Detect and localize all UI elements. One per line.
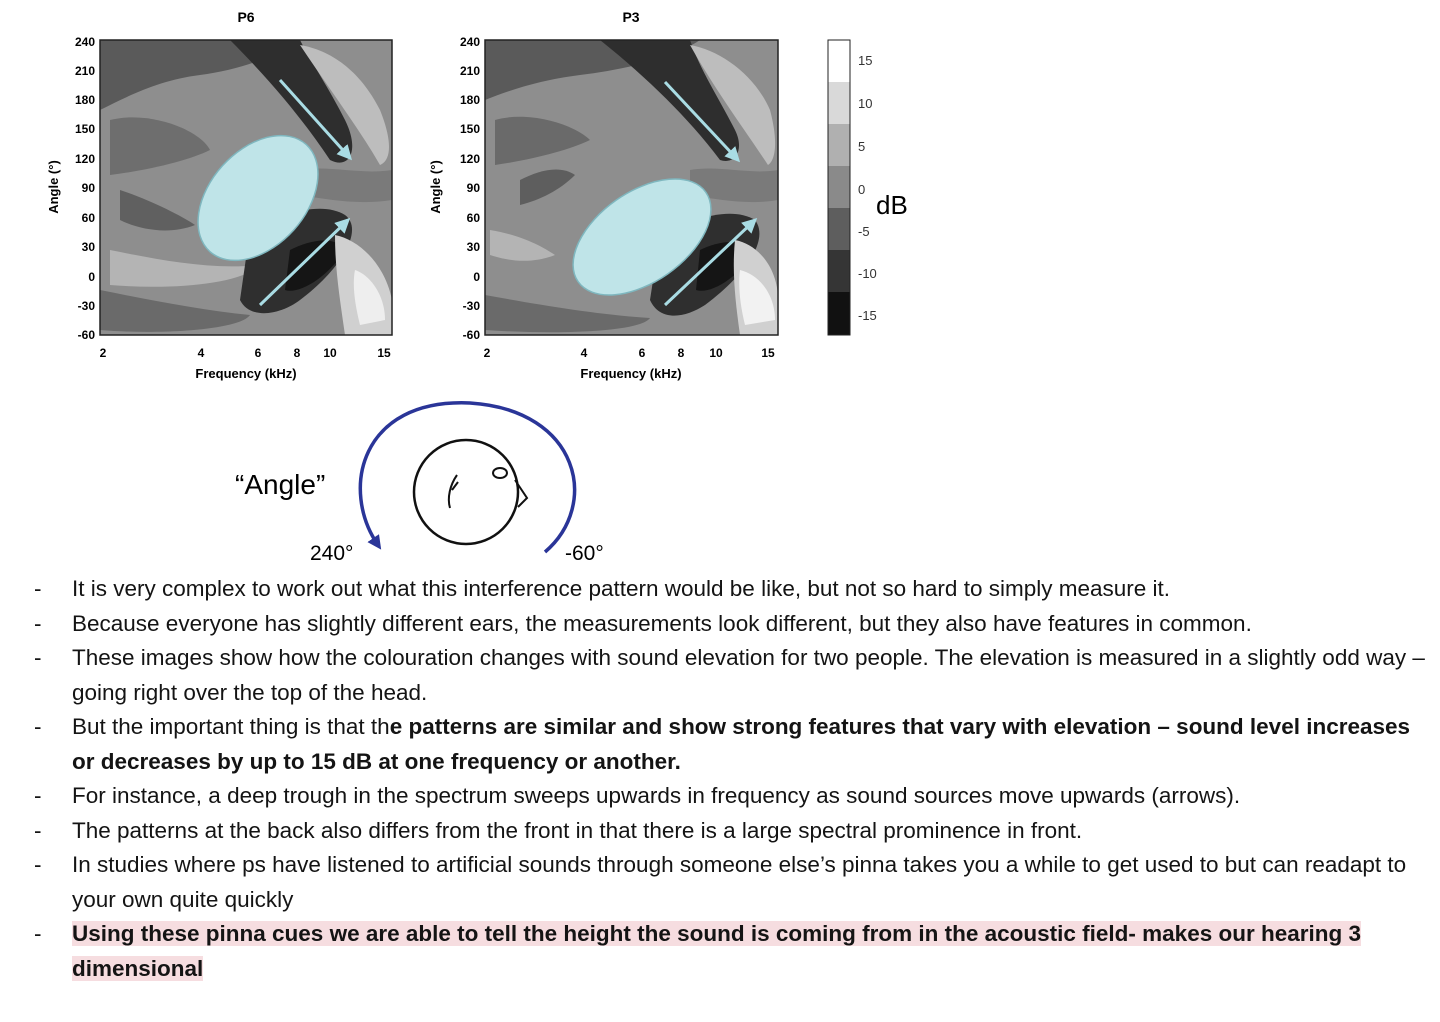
x-axis-label: Frequency (kHz) <box>580 366 682 381</box>
panel-title: P6 <box>237 9 255 25</box>
bullet-text: Because everyone has slightly different ears, the measurements look different, but they also have features in common. <box>72 610 1252 636</box>
bullet-marker: - <box>34 783 42 808</box>
bullet-text: These images show how the colouration changes with sound elevation for two people. The elevation is measured in a slightly odd way – going right over the top of the head. <box>72 645 1425 705</box>
angle-right-value: -60° <box>565 542 604 565</box>
x-tick: 2 <box>483 346 491 360</box>
x-tick: 4 <box>197 346 205 360</box>
y-tick: 150 <box>459 122 480 136</box>
y-tick: 240 <box>459 35 480 49</box>
ear-icon <box>449 475 458 508</box>
colorbar-tick: 5 <box>858 139 866 154</box>
y-tick: 180 <box>74 93 95 107</box>
heatmap-p3 <box>485 40 778 335</box>
x-tick: 8 <box>677 346 685 360</box>
y-tick: 0 <box>473 270 480 284</box>
x-tick: 6 <box>638 346 646 360</box>
bullet-marker: - <box>34 852 42 877</box>
head-icon <box>414 440 518 544</box>
bullet-text: But the important thing is that th <box>72 714 390 739</box>
bullet-item <box>30 641 1425 710</box>
angle-arc <box>360 403 574 552</box>
x-tick: 15 <box>761 346 775 360</box>
angle-left-value: 240° <box>310 542 354 565</box>
colorbar-tick: 0 <box>858 182 866 197</box>
bullet-text-bold: e patterns are similar and show strong features that vary with elevation – sound level increases or decreases by up to 15 dB at one frequency or another. <box>72 714 1411 774</box>
bullet-item <box>30 917 1425 986</box>
y-tick: 60 <box>81 211 95 225</box>
x-tick: 10 <box>323 346 337 360</box>
y-tick: 30 <box>81 240 95 254</box>
bullet-item <box>30 814 1425 849</box>
x-tick: 10 <box>709 346 723 360</box>
y-tick: 180 <box>459 93 480 107</box>
bullet-text: The patterns at the back also differs from the front in that there is a large spectral prominence in front. <box>72 817 1083 843</box>
y-tick: 150 <box>74 122 95 136</box>
x-tick: 6 <box>254 346 262 360</box>
bullet-marker: - <box>34 576 42 601</box>
bullet-item <box>30 848 1425 917</box>
bullet-text-highlighted: Using these pinna cues we are able to tell the height the sound is coming from in the acoustic field- makes our hearing 3 dimensional <box>72 921 1362 981</box>
y-axis-label: Angle (°) <box>46 160 61 214</box>
eye-icon <box>493 468 507 478</box>
bullet-item <box>30 710 1425 779</box>
colorbar-tick: -15 <box>858 308 877 323</box>
y-tick: 90 <box>466 181 480 195</box>
colorbar-tick: 15 <box>858 53 873 68</box>
x-tick: 4 <box>580 346 588 360</box>
y-tick: 240 <box>74 35 95 49</box>
colorbar-tick: 10 <box>858 96 873 111</box>
heatmap-p6 <box>100 40 392 335</box>
bullet-item <box>30 779 1425 814</box>
y-tick: 120 <box>459 152 480 166</box>
y-tick: 90 <box>81 181 95 195</box>
y-tick: -60 <box>77 328 95 342</box>
y-tick: -60 <box>462 328 480 342</box>
bullet-marker: - <box>34 817 42 843</box>
y-tick: 120 <box>74 152 95 166</box>
bullet-list <box>30 572 1425 986</box>
bullet-item <box>30 572 1425 607</box>
y-tick: 210 <box>459 64 480 78</box>
bullet-marker: - <box>34 714 42 739</box>
bullet-item <box>30 607 1425 642</box>
panel-title: P3 <box>622 9 640 25</box>
y-tick: -30 <box>77 299 95 313</box>
x-tick: 15 <box>377 346 391 360</box>
panel-p6 <box>46 9 392 381</box>
bullet-marker: - <box>34 921 42 946</box>
x-tick: 2 <box>99 346 107 360</box>
y-tick: -30 <box>462 299 480 313</box>
bullet-text: In studies where ps have listened to artificial sounds through someone else’s pinna takes you a while to get used to but can readapt to your own quite quickly <box>72 852 1407 912</box>
colorbar-tick: -10 <box>858 266 877 281</box>
y-tick: 60 <box>466 211 480 225</box>
x-tick: 8 <box>293 346 301 360</box>
angle-label: “Angle” <box>235 469 326 500</box>
bullet-marker: - <box>34 645 42 670</box>
bullet-text: It is very complex to work out what this interference pattern would be like, but not so hard to simply measure it. <box>72 576 1171 601</box>
x-axis-label: Frequency (kHz) <box>195 366 297 381</box>
y-axis-label: Angle (°) <box>428 160 443 214</box>
y-tick: 210 <box>74 64 95 78</box>
bullet-marker: - <box>34 610 42 636</box>
colorbar-unit: dB <box>876 190 908 220</box>
colorbar-tick: -5 <box>858 224 870 239</box>
bullet-text: For instance, a deep trough in the spectrum sweeps upwards in frequency as sound sources move upwards (arrows). <box>72 783 1241 808</box>
angle-diagram <box>235 403 604 565</box>
y-tick: 30 <box>466 240 480 254</box>
colorbar <box>828 40 908 335</box>
y-tick: 0 <box>88 270 95 284</box>
panel-p3 <box>428 9 778 381</box>
